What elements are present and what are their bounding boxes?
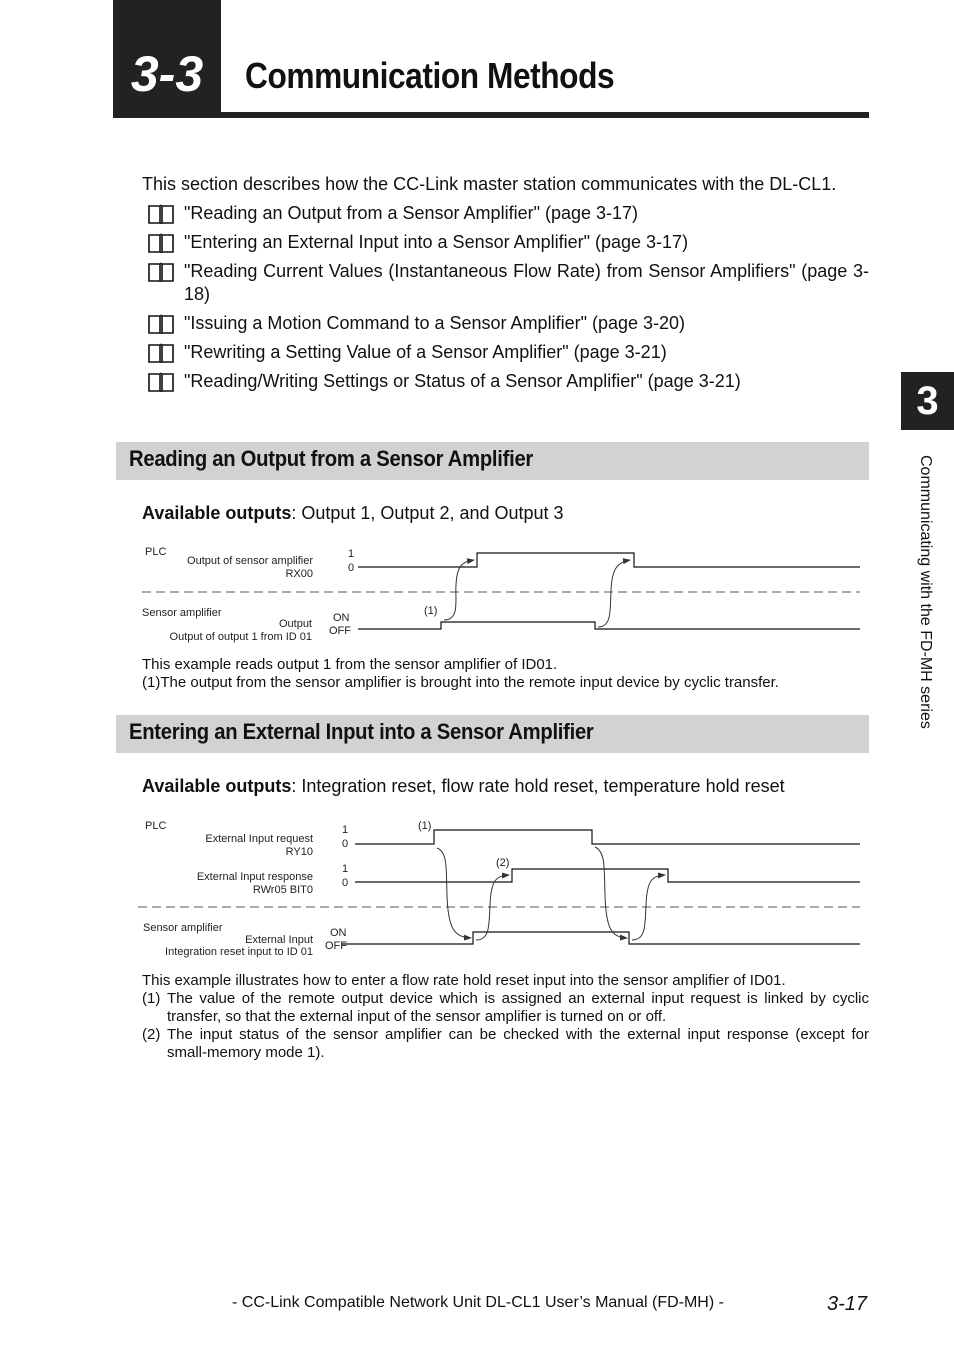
svg-text:ON: ON <box>330 927 347 939</box>
section-number: 3-3 <box>130 46 204 102</box>
svg-text:Output of sensor amplifier: Output of sensor amplifier <box>187 555 313 567</box>
footer-manual-title: - CC-Link Compatible Network Unit DL-CL1 User’s Manual (FD-MH) - <box>232 1294 724 1311</box>
transfer-arrow <box>437 848 471 938</box>
sensor-output-signal <box>358 622 860 629</box>
intro-text: This section describes how the CC-Link master station communicates with the DL-CL1. <box>142 174 837 194</box>
svg-text:RX00: RX00 <box>285 568 313 580</box>
svg-text:Integration reset input to ID: Integration reset input to ID 01 <box>165 946 313 958</box>
section1-captions <box>142 656 869 692</box>
chapter-side-label: Communicating with the FD-MH series <box>917 455 934 729</box>
transfer-arrow <box>595 847 627 938</box>
note-item: (2) The input status of the sensor amplifier can be checked with the external input response (except for small-memory mode 1). <box>142 1026 869 1061</box>
page-number: 3-17 <box>827 1293 868 1315</box>
reference-text[interactable]: "Entering an External Input into a Sensor Amplifier" (page 3-17) <box>184 232 689 252</box>
svg-text:Sensor amplifier: Sensor amplifier <box>143 922 223 934</box>
svg-text:(1): (1) <box>418 820 432 832</box>
reference-text[interactable]: "Rewriting a Setting Value of a Sensor Amplifier" (page 3-21) <box>184 342 667 362</box>
svg-text:External Input request: External Input request <box>205 833 313 845</box>
reference-text[interactable]: "Issuing a Motion Command to a Sensor Amplifier" (page 3-20) <box>184 313 686 333</box>
svg-text:(1): (1) <box>424 605 438 617</box>
available-outputs-2: Available outputs: Integration reset, flow rate hold reset, temperature hold reset <box>142 776 785 796</box>
svg-text:0: 0 <box>342 838 349 850</box>
svg-text:RWr05 BIT0: RWr05 BIT0 <box>252 884 313 896</box>
ry10-signal <box>355 830 860 844</box>
caption: This example illustrates how to enter a flow rate hold reset input into the sensor amplifier of ID01. <box>142 972 786 989</box>
rwr05-signal <box>355 869 860 882</box>
chapter-tab-number: 3 <box>916 378 939 423</box>
svg-text:0: 0 <box>342 877 349 889</box>
available-outputs-1: Available outputs: Output 1, Output 2, and Output 3 <box>142 503 564 523</box>
svg-text:Output: Output <box>278 618 312 630</box>
reference-text[interactable]: "Reading/Writing Settings or Status of a Sensor Amplifier" (page 3-21) <box>184 371 741 391</box>
svg-text:PLC: PLC <box>145 546 167 558</box>
transfer-arrow <box>444 560 474 620</box>
svg-text:OFF: OFF <box>325 940 347 952</box>
caption: This example reads output 1 from the sensor amplifier of ID01. <box>142 656 558 673</box>
reference-text[interactable]: "Reading Current Values (Instantaneous Flow Rate) from Sensor Amplifiers" (page 3-18) <box>184 261 869 304</box>
page-title: Communication Methods <box>245 55 615 96</box>
rx00-signal <box>358 553 860 567</box>
caption: (1)The output from the sensor amplifier is brought into the remote input device by cyclic transfer. <box>142 674 779 691</box>
svg-text:Sensor amplifier: Sensor amplifier <box>142 607 222 619</box>
timing-diagram-output <box>142 546 860 643</box>
section-heading-external-input: Entering an External Input into a Sensor Amplifier <box>116 715 869 753</box>
svg-text:ON: ON <box>333 612 350 624</box>
svg-text:External Input: External Input <box>245 934 313 946</box>
svg-text:RY10: RY10 <box>285 846 313 858</box>
timing-diagram-external-input <box>138 820 860 958</box>
svg-text:0: 0 <box>348 562 355 574</box>
transfer-arrow <box>598 560 630 627</box>
svg-text:PLC: PLC <box>145 820 167 832</box>
svg-text:1: 1 <box>342 824 349 836</box>
svg-text:1: 1 <box>342 863 349 875</box>
svg-text:External Input response: External Input response <box>196 871 313 883</box>
section-heading-reading-output: Reading an Output from a Sensor Amplifier <box>116 442 869 480</box>
reference-text[interactable]: "Reading an Output from a Sensor Amplifier" (page 3-17) <box>184 203 639 223</box>
sensor-input-signal <box>342 932 860 944</box>
svg-text:(2): (2) <box>496 857 510 869</box>
note-item: (1) The value of the remote output device which is assigned an external input request is linked by cyclic transfer, so that the external input of the sensor amplifier is turned on or off. <box>142 990 869 1025</box>
svg-text:Output of output 1 from ID 01: Output of output 1 from ID 01 <box>169 631 312 643</box>
section2-captions <box>142 972 869 1062</box>
svg-text:1: 1 <box>348 548 355 560</box>
svg-text:OFF: OFF <box>329 625 351 637</box>
